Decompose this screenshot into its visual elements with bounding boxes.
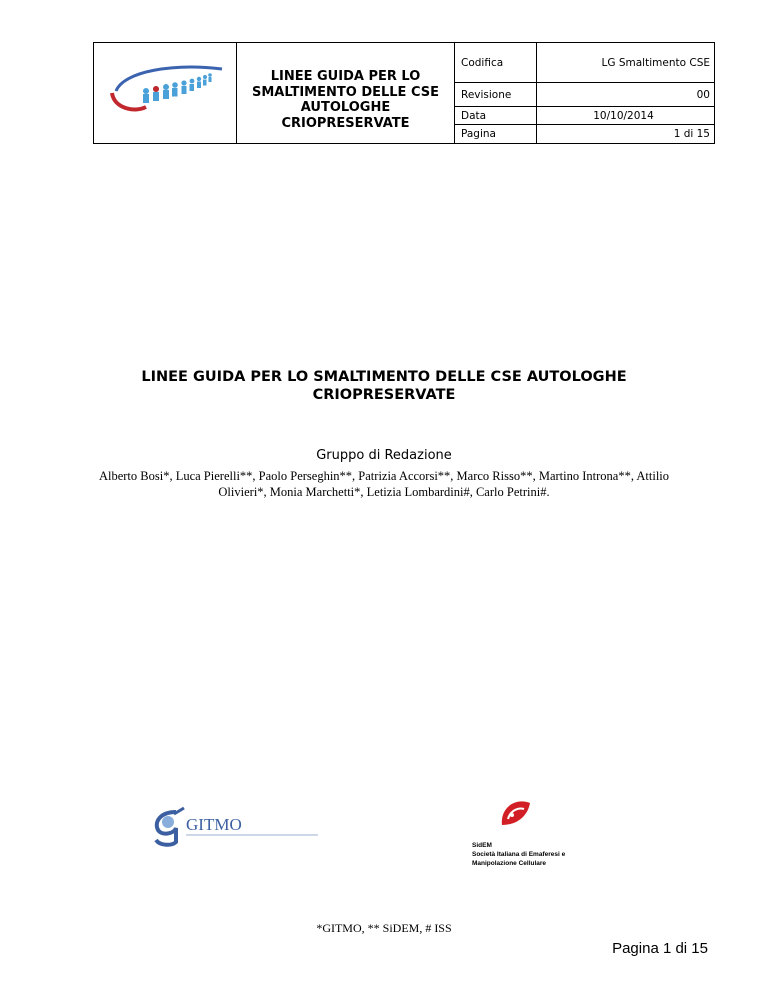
authors-list: Alberto Bosi*, Luca Pierelli**, Paolo Perseghin**, Patrizia Accorsi**, Marco Risso**, Martino Introna**, Attilio Olivieri*, Monia Marchetti*, Letizia Lombardini#, Carlo Petrini#. xyxy=(98,469,670,499)
people-chain-logo xyxy=(94,43,237,143)
meta-value: 1 di 15 xyxy=(673,128,710,140)
header-meta xyxy=(455,43,714,143)
meta-label: Codifica xyxy=(455,43,537,82)
affiliation-footnote: *GITMO, ** SiDEM, # ISS xyxy=(316,921,452,935)
page-number: Pagina 1 di 15 xyxy=(612,940,708,957)
gitmo-wordmark: GITMO xyxy=(186,815,242,834)
meta-value: 00 xyxy=(696,88,710,101)
header-logo-cell xyxy=(94,43,237,143)
meta-label: Data xyxy=(455,107,537,124)
meta-row-data xyxy=(455,107,714,125)
meta-row-revisione xyxy=(455,83,714,107)
sidem-desc-2: Manipolazione Cellulare xyxy=(472,860,547,867)
header-title: LINEE GUIDA PER LO SMALTIMENTO DELLE CSE AUTOLOGHE CRIOPRESERVATE xyxy=(237,43,455,143)
meta-label: Pagina xyxy=(455,125,537,143)
sidem-caption xyxy=(472,841,565,868)
gitmo-logo xyxy=(150,806,320,848)
meta-row-codifica xyxy=(455,43,714,83)
sidem-logo xyxy=(498,795,534,829)
sidem-name: SidEM xyxy=(472,842,492,849)
meta-row-pagina xyxy=(455,125,714,143)
meta-value: LG Smaltimento CSE xyxy=(601,56,710,69)
document-title: LINEE GUIDA PER LO SMALTIMENTO DELLE CSE AUTOLOGHE CRIOPRESERVATE xyxy=(141,369,627,403)
header-table xyxy=(93,42,715,144)
group-heading: Gruppo di Redazione xyxy=(316,448,452,463)
sidem-desc-1: Società Italiana di Emaferesi e xyxy=(472,851,566,858)
meta-value: 10/10/2014 xyxy=(593,109,654,122)
meta-label: Revisione xyxy=(455,83,537,106)
